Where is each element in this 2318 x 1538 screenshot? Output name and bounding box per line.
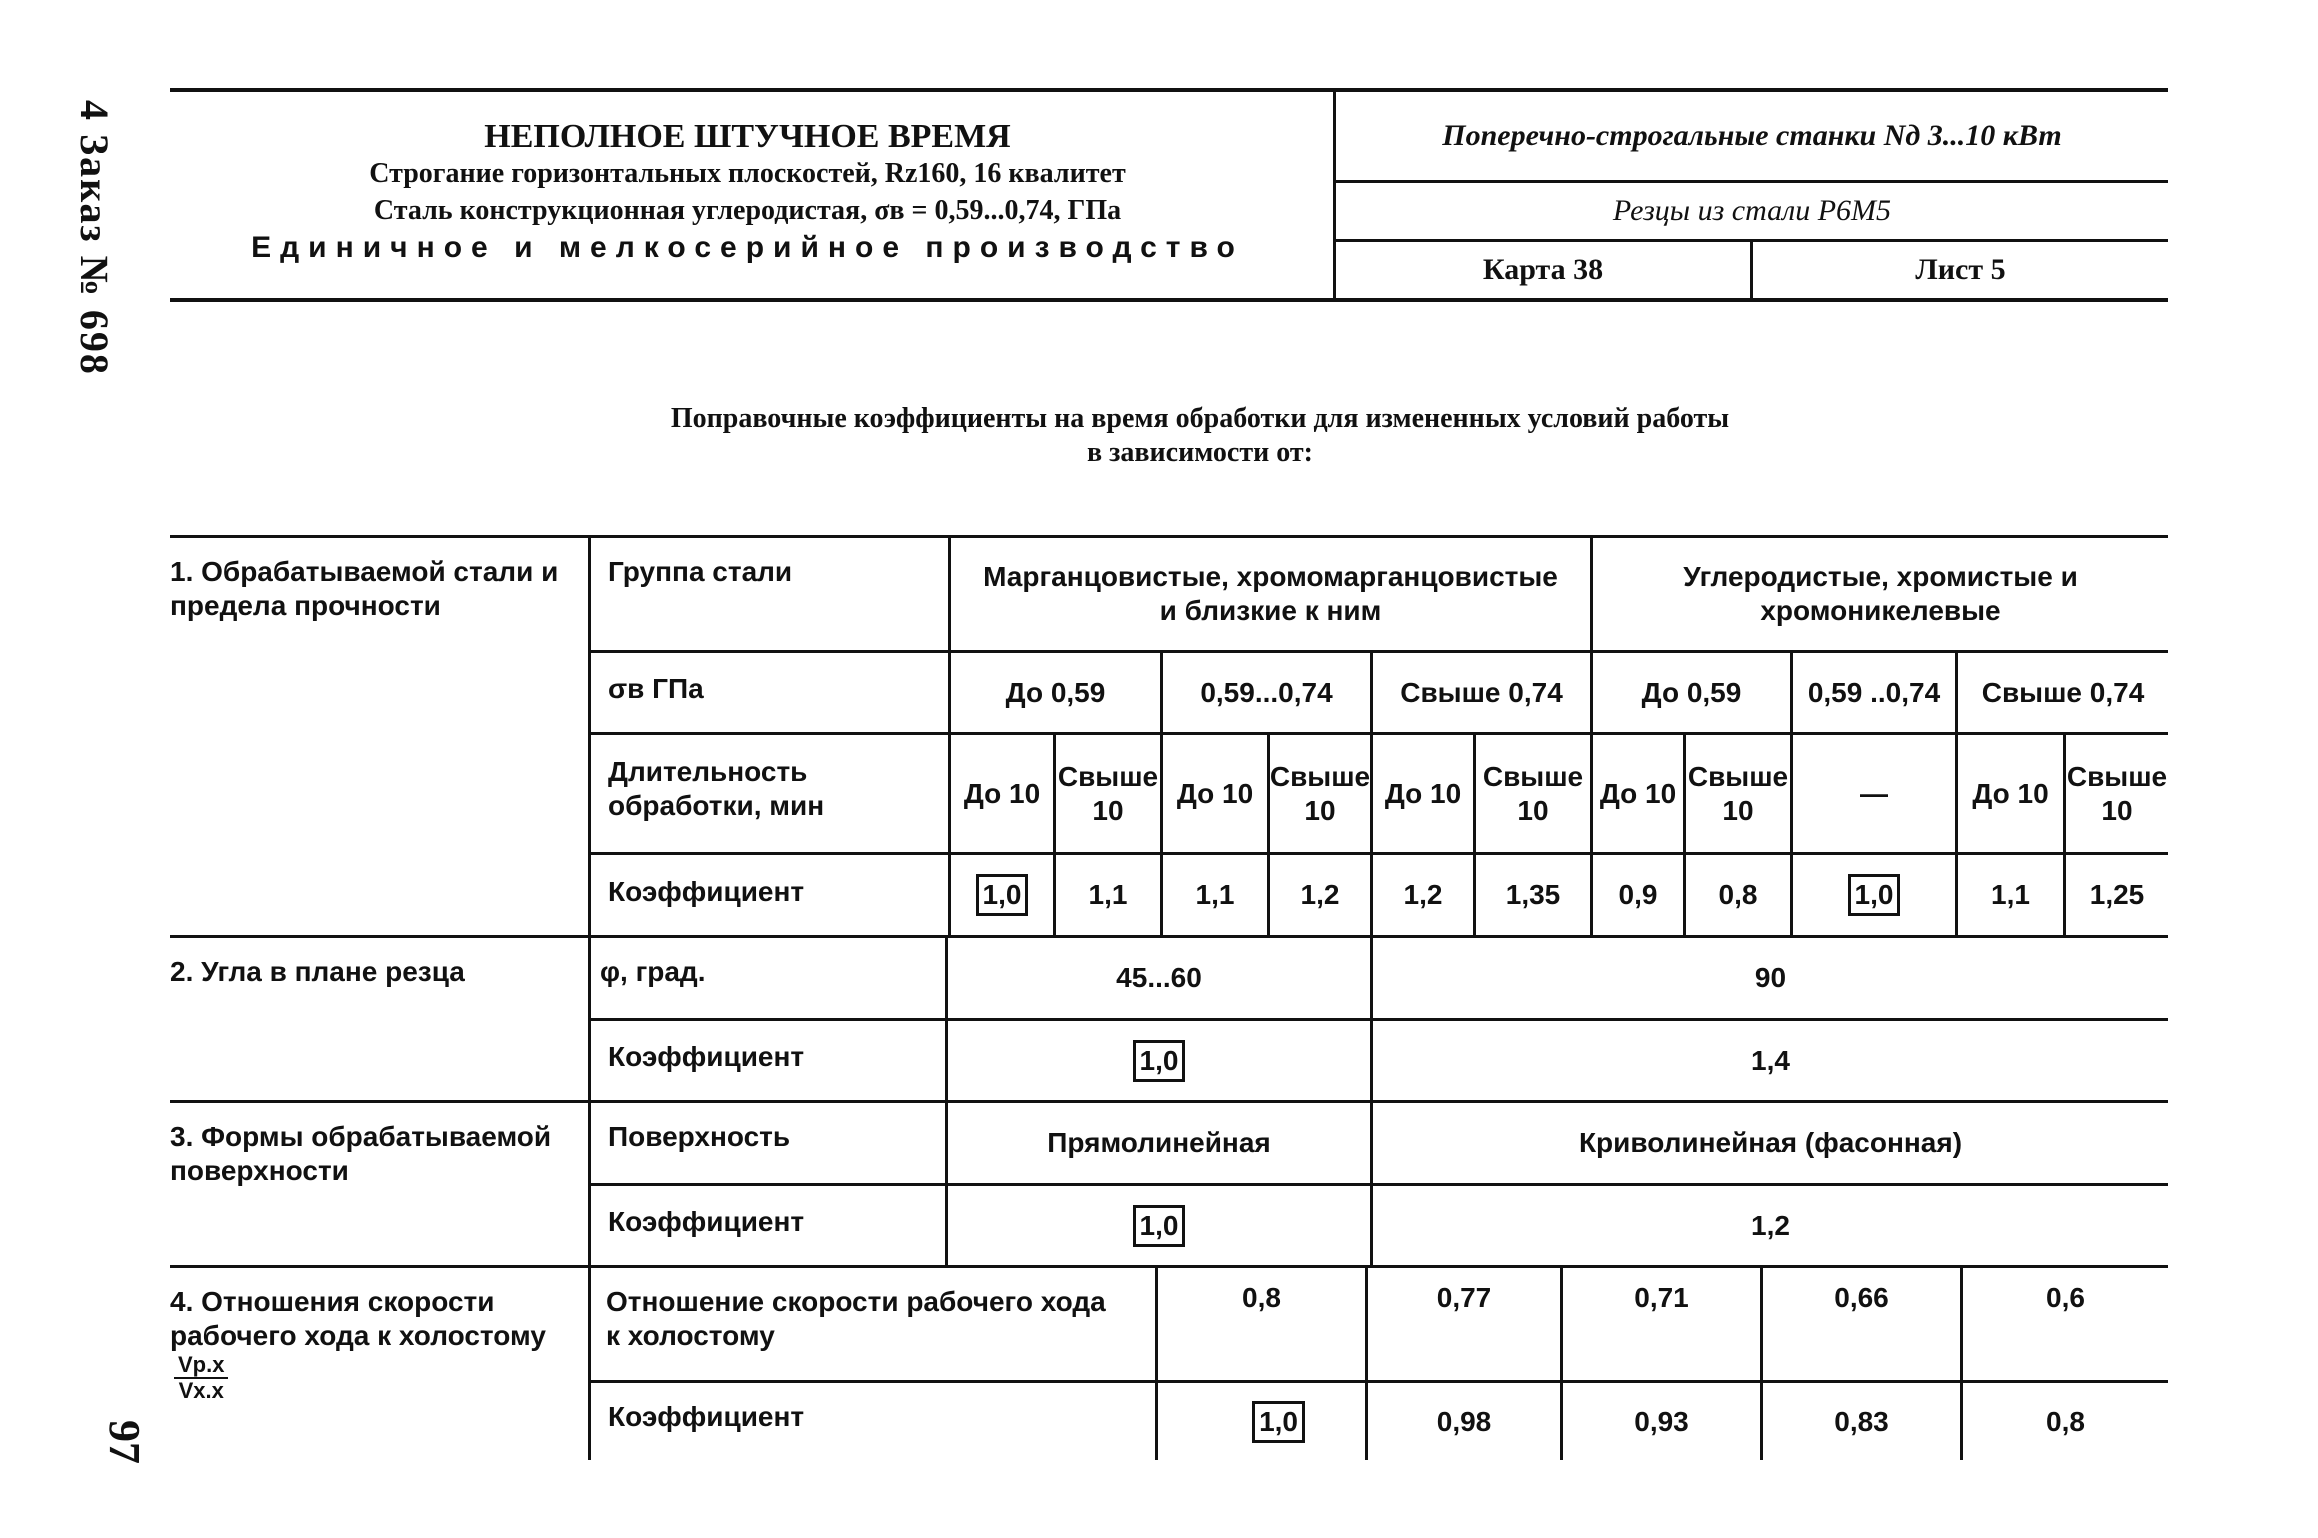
baseline-coef-box: 1,0: [1133, 1040, 1186, 1082]
s4-coef-4: 0,8: [2046, 1405, 2085, 1437]
page-number: 97: [100, 1420, 149, 1464]
angle-label: φ, град.: [600, 956, 706, 987]
duration-5: Свыше 10: [1482, 760, 1584, 826]
fraction-numerator: Vр.х: [174, 1353, 228, 1379]
baseline-coef-box: 1,0: [976, 874, 1029, 916]
section2-label: 2. Угла в плане резца: [170, 956, 465, 987]
sigma-1: 0,59...0,74: [1200, 676, 1333, 708]
card-cell: Карта 38: [1482, 253, 1604, 286]
header-title: НЕПОЛНОЕ ШТУЧНОЕ ВРЕМЯ: [484, 118, 1011, 155]
s4-coef-0: [1158, 1383, 1365, 1460]
ratio-1: 0,77: [1436, 1282, 1492, 1313]
coef-3: 1,2: [1300, 879, 1340, 910]
group-label: Группа стали: [608, 556, 793, 587]
header-line4: Единичное и мелкосерийное производство: [251, 231, 1244, 264]
group-b: Углеродистые, хромистые и хромоникелевые: [1683, 561, 2078, 626]
duration-1: Свыше 10: [1057, 760, 1159, 826]
section4-label-text: 4. Отношения скорости рабочего хода к холостому: [170, 1286, 546, 1351]
s1-coef-label: Коэффициент: [608, 876, 805, 907]
surface-1: Криволинейная (фасонная): [1578, 1127, 1963, 1158]
coef-2: 1,1: [1195, 879, 1235, 910]
sigma-3: До 0,59: [1641, 676, 1742, 708]
coef-10: 1,25: [2089, 879, 2145, 910]
sigma-label: σв ГПа: [608, 673, 704, 704]
speed-ratio-label: Отношение скорости рабочего хода к холостому: [606, 1286, 1106, 1351]
duration-label: Длительность обработки, мин: [608, 756, 825, 821]
duration-6: До 10: [1599, 777, 1677, 809]
section3-label: 3. Формы обрабатываемой поверхности: [170, 1121, 552, 1186]
sheet-cell: Лист 5: [1915, 253, 2006, 286]
duration-2: До 10: [1176, 777, 1254, 809]
baseline-coef-box: 1,0: [1848, 874, 1901, 916]
header-line2: Строгание горизонтальных плоскостей, Rz160, 16 квалитет: [369, 158, 1126, 189]
coef-5: 1,35: [1505, 879, 1561, 910]
angle-0: 45...60: [1116, 962, 1202, 993]
s3-coef-0: [948, 1186, 1370, 1265]
subtitle-line2: в зависимости от:: [1087, 437, 1313, 468]
duration-0: До 10: [963, 777, 1041, 809]
duration-4: До 10: [1384, 777, 1462, 809]
duration-10: Свыше 10: [2066, 760, 2168, 826]
angle-1: 90: [1754, 962, 1787, 993]
coef-6: 0,9: [1618, 879, 1658, 910]
sigma-4: 0,59 ..0,74: [1807, 676, 1941, 708]
header-line3: Сталь конструкционная углеродистая, σв = 0,59...0,74, ГПа: [373, 195, 1122, 226]
s4-coef-3: 0,83: [1834, 1405, 1889, 1437]
fraction-denominator: Vх.х: [178, 1378, 224, 1403]
group-a: Марганцовистые, хромомарганцовистые и близкие к ним: [983, 561, 1558, 626]
s2-coef-1: 1,4: [1751, 1044, 1790, 1076]
baseline-coef-box: 1,0: [1133, 1205, 1186, 1247]
sigma-0: До 0,59: [1005, 676, 1106, 708]
s4-coef-2: 0,93: [1634, 1405, 1689, 1437]
order-number: 4 Заказ № 698: [72, 100, 117, 376]
duration-8: —: [1860, 777, 1888, 809]
duration-9: До 10: [1972, 777, 2049, 809]
surface-label: Поверхность: [608, 1121, 791, 1152]
baseline-coef-box: 1,0: [1252, 1401, 1305, 1443]
header-title-block: [170, 118, 1325, 266]
machine-cell: Поперечно-строгальные станки Nд 3...10 кВт: [1442, 119, 2062, 152]
sigma-5: Свыше 0,74: [1981, 676, 2145, 708]
s2-coef-0: [948, 1021, 1370, 1100]
coef-8: [1793, 855, 1955, 935]
section4-label: [170, 1285, 570, 1403]
label-col-divider: [588, 535, 591, 1460]
s3-coef-label: Коэффициент: [608, 1206, 805, 1237]
surface-0: Прямолинейная: [1047, 1127, 1271, 1158]
coef-4: 1,2: [1403, 879, 1443, 910]
ratio-3: 0,66: [1834, 1282, 1889, 1313]
coef-9: 1,1: [1991, 879, 2030, 910]
header-bottom-rule: [170, 298, 2168, 302]
table-subtitle: [500, 402, 1900, 470]
s2-coef-label: Коэффициент: [608, 1041, 805, 1072]
s3-coef-1: 1,2: [1751, 1209, 1790, 1241]
ratio-4: 0,6: [2046, 1282, 2085, 1313]
s4-coef-1: 0,98: [1436, 1405, 1492, 1437]
coef-0: [951, 855, 1053, 935]
ratio-0: 0,8: [1242, 1282, 1281, 1313]
coef-1: 1,1: [1088, 879, 1128, 910]
duration-7: Свыше 10: [1687, 760, 1789, 826]
subtitle-line1: Поправочные коэффициенты на время обработки для измененных условий работы: [670, 403, 1730, 434]
tool-cell: Резцы из стали Р6М5: [1612, 194, 1892, 227]
sigma-2: Свыше 0,74: [1400, 676, 1563, 708]
ratio-2: 0,71: [1634, 1282, 1689, 1313]
section1-label: 1. Обрабатываемой стали и предела прочности: [170, 556, 559, 621]
speed-ratio-fraction: [174, 1353, 228, 1403]
duration-3: Свыше 10: [1269, 760, 1371, 826]
coef-7: 0,8: [1718, 879, 1758, 910]
s4-coef-label: Коэффициент: [608, 1401, 805, 1432]
